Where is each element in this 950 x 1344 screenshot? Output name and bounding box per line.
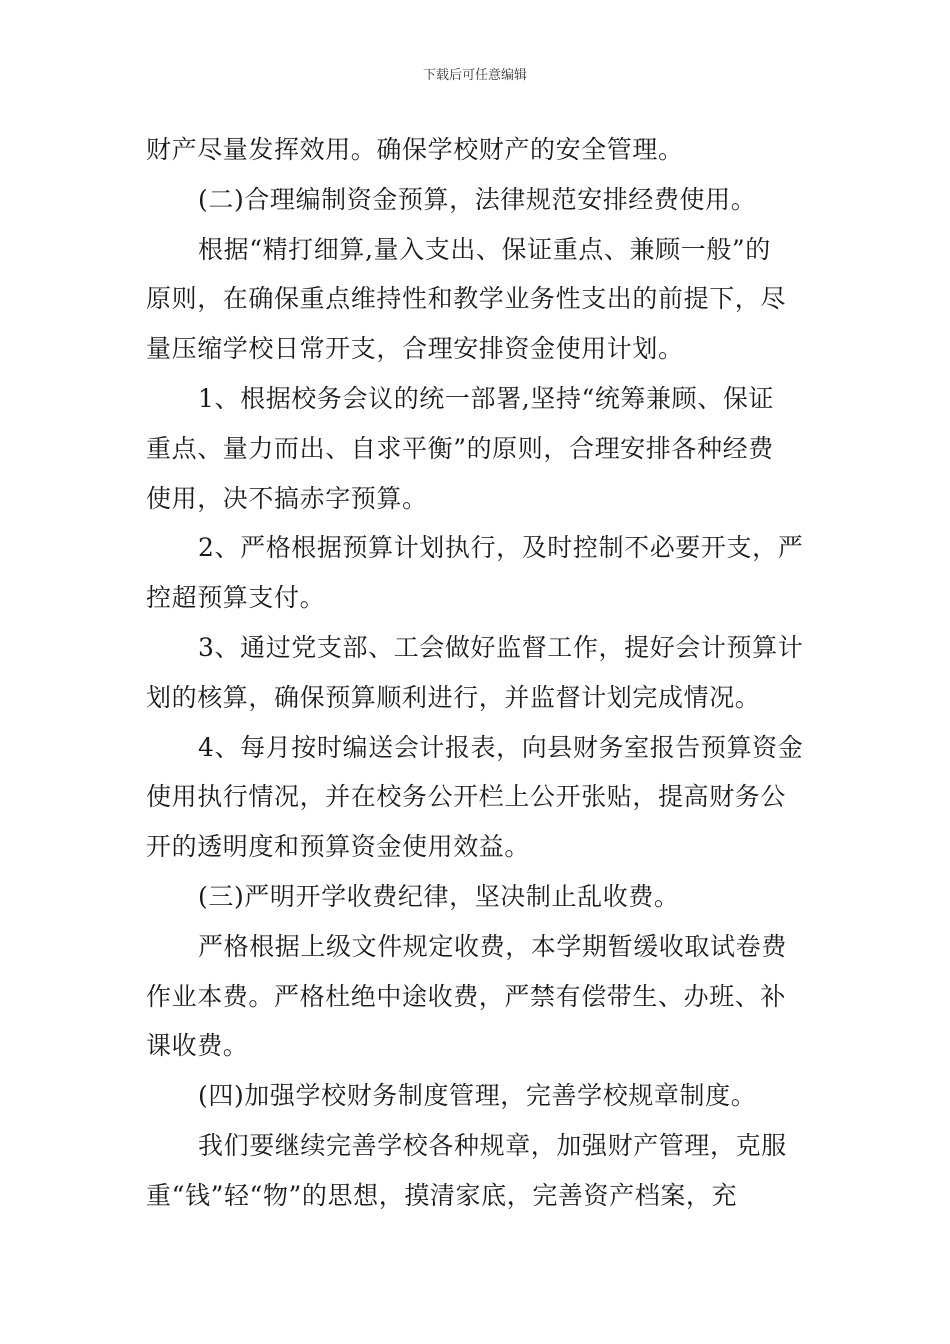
text-line: 开的透明度和预算资金使用效益。 (146, 832, 531, 862)
text-line: 严格根据上级文件规定收费，本学期暂缓收取试卷费 (198, 931, 787, 961)
list-item: 2、严格根据预算计划执行，及时控制不必要开支，严 (198, 533, 804, 563)
list-item: 4、每月按时编送会计报表，向县财务室报告预算资金 (198, 732, 804, 762)
text-line: 划的核算，确保预算顺利进行，并监督计划完成情况。 (146, 682, 761, 712)
text-line: 重点、量力而出、自求平衡”的原则，合理安排各种经费 (146, 433, 774, 463)
text-line: 根据“精打细算,量入支出、保证重点、兼顾一般”的 (198, 234, 771, 264)
list-item: 3、通过党支部、工会做好监督工作，提好会计预算计 (198, 632, 804, 662)
text-line: 使用，决不搞赤字预算。 (146, 483, 428, 513)
text-line: 课收费。 (146, 1031, 249, 1061)
text-line: 量压缩学校日常开支，合理安排资金使用计划。 (146, 334, 684, 364)
document-body (146, 125, 806, 1221)
list-item: 1、根据校务会议的统一部署,坚持“统筹兼顾、保证 (198, 383, 775, 413)
text-line: 财产尽量发挥效用。确保学校财产的安全管理。 (146, 135, 684, 164)
section-heading: (三)严明开学收费纪律，坚决制止乱收费。 (198, 881, 680, 911)
text-line: 原则，在确保重点维持性和教学业务性支出的前提下，尽 (146, 284, 787, 314)
section-heading: (二)合理编制资金预算，法律规范安排经费使用。 (198, 184, 757, 214)
text-line: 作业本费。严格杜绝中途收费，严禁有偿带生、办班、补 (146, 981, 787, 1011)
page-header: 下载后可任意编辑 (422, 68, 527, 83)
section-heading: (四)加强学校财务制度管理，完善学校规章制度。 (198, 1081, 757, 1111)
text-line: 控超预算支付。 (146, 583, 326, 613)
text-line: 使用执行情况，并在校务公开栏上公开张贴，提高财务公 (146, 782, 787, 812)
text-line: 我们要继续完善学校各种规章，加强财产管理，克服 (198, 1130, 787, 1160)
text-line: 重“钱”轻“物”的思想，摸清家底，完善资产档案，充 (146, 1180, 738, 1210)
